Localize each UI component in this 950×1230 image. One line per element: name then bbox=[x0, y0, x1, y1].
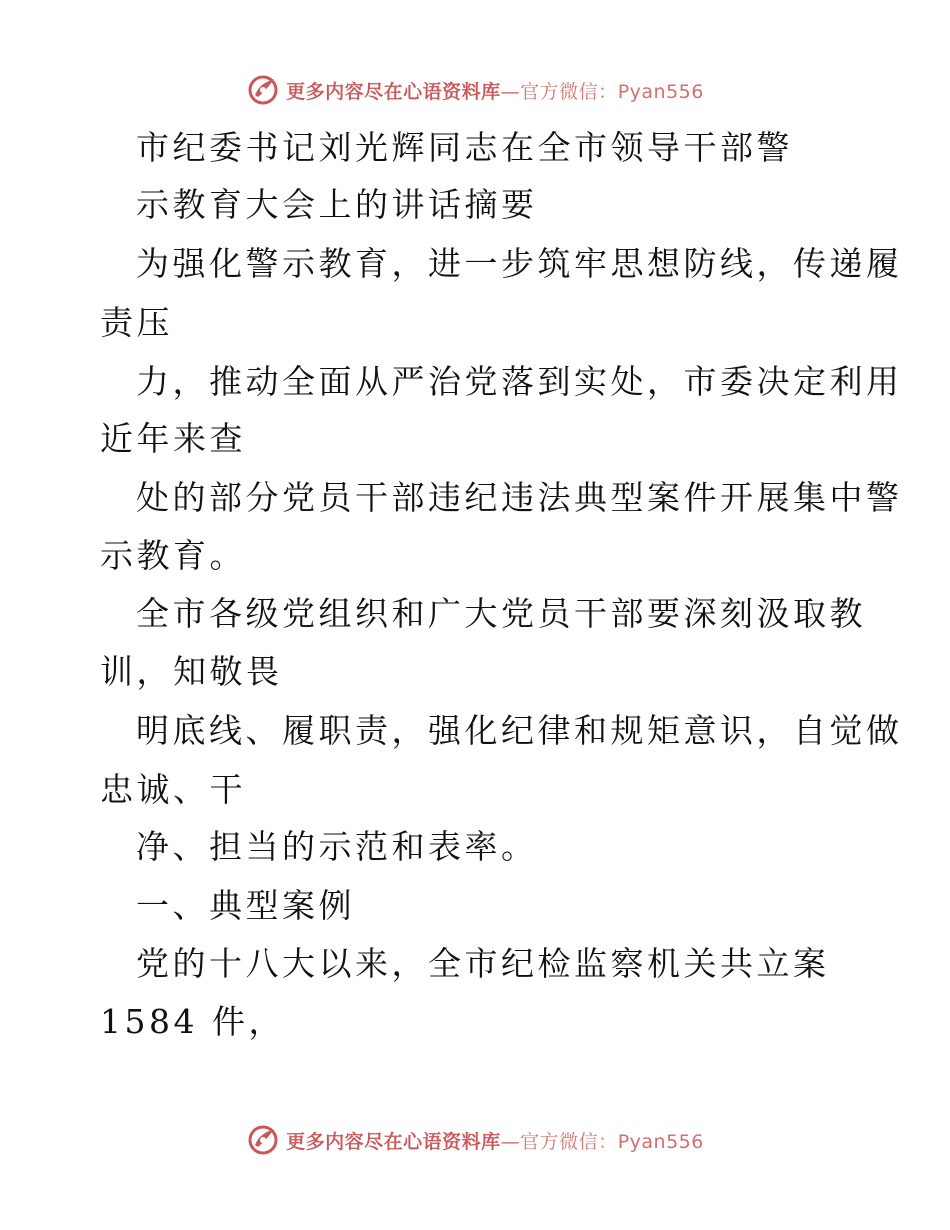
paragraph-line: 力，推动全面从严治党落到实处，市委决定利用 bbox=[136, 362, 903, 401]
doc-title-line-1: 市纪委书记刘光辉同志在全市领导干部警 bbox=[136, 128, 793, 167]
doc-title-line-2: 示教育大会上的讲话摘要 bbox=[136, 185, 538, 224]
paragraph-line: 处的部分党员干部违纪违法典型案件开展集中警 bbox=[136, 478, 903, 517]
paragraph-line: 全市各级党组织和广大党员干部要深刻汲取教 bbox=[136, 594, 866, 633]
watermark-logo-icon bbox=[246, 73, 280, 107]
watermark-text: 更多内容尽在心语资料库—官方微信：Pyan556 bbox=[286, 80, 704, 103]
paragraph-line: 责压 bbox=[100, 303, 173, 342]
paragraph-line: 为强化警示教育，进一步筑牢思想防线，传递履 bbox=[136, 244, 903, 283]
paragraph-line: 近年来查 bbox=[100, 419, 246, 458]
watermark-logo-icon bbox=[246, 1123, 280, 1157]
paragraph-line: 党的十八大以来，全市纪检监察机关共立案 bbox=[136, 944, 830, 983]
footer-watermark bbox=[0, 1120, 950, 1160]
paragraph-line: 明底线、履职责，强化纪律和规矩意识，自觉做 bbox=[136, 711, 903, 750]
paragraph-line: 1584 件， bbox=[100, 1002, 285, 1041]
paragraph-line: 训，知敬畏 bbox=[100, 652, 283, 691]
section-heading: 一、典型案例 bbox=[136, 886, 355, 925]
header-watermark bbox=[0, 70, 950, 110]
watermark-text: 更多内容尽在心语资料库—官方微信：Pyan556 bbox=[286, 1130, 704, 1153]
paragraph-line: 示教育。 bbox=[100, 536, 246, 575]
paragraph-line: 净、担当的示范和表率。 bbox=[136, 827, 538, 866]
paragraph-line: 忠诚、干 bbox=[100, 770, 246, 809]
